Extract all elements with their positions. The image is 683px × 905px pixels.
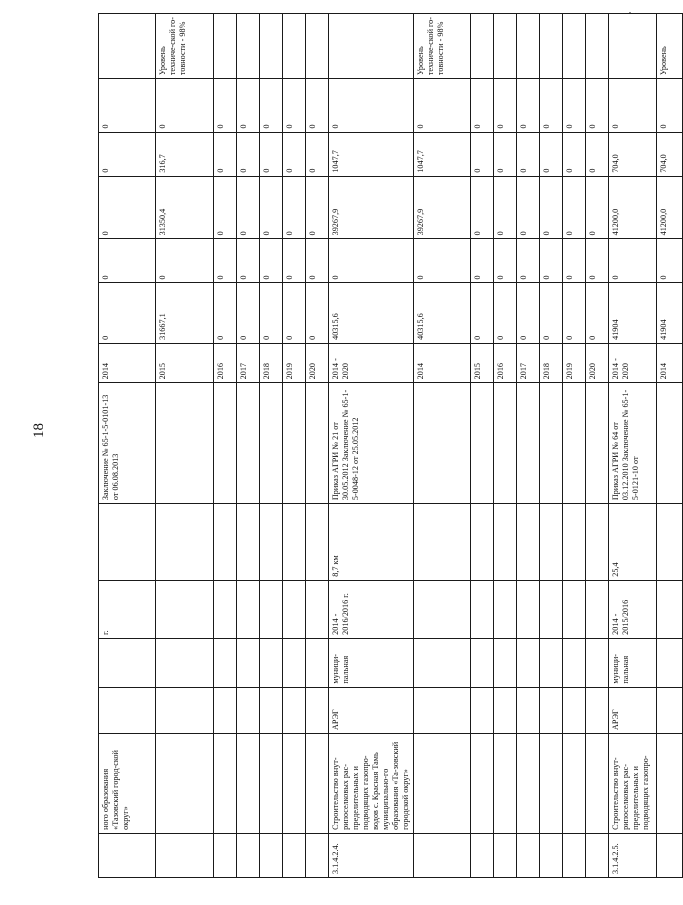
table-cell [657,383,683,504]
table-cell: 0 [306,79,329,132]
table-cell [214,833,237,877]
table-cell [517,687,540,733]
table-cell: 0 [306,239,329,283]
table-cell: 0 [609,239,657,283]
table-cell: 0 [471,79,494,132]
table-cell [494,638,517,687]
table-cell: 0 [540,239,563,283]
table-row [586,14,609,878]
table-cell [494,383,517,504]
table-cell [306,833,329,877]
table-cell [563,833,586,877]
table-cell: 0 [471,283,494,343]
table-cell: 0 [563,79,586,132]
table-cell: 0 [260,239,283,283]
table-cell: 41200,0 [609,176,657,239]
table-cell [260,638,283,687]
program-table [98,13,683,878]
table-cell [156,580,214,638]
table-cell: 2014 - 2020 [329,343,414,382]
table-cell: 0 [471,239,494,283]
table-cell [517,504,540,581]
table-cell: 0 [283,132,306,176]
table-cell [471,504,494,581]
table-cell [99,638,156,687]
table-cell [471,734,494,834]
table-cell [586,833,609,877]
table-cell: 25,4 [609,504,657,581]
table-cell: 0 [306,176,329,239]
table-cell [237,833,260,877]
table-cell: 0 [156,239,214,283]
table-cell: 0 [540,132,563,176]
table-cell: 316,7 [156,132,214,176]
table-cell [471,687,494,733]
table-cell: 40315,6 [414,283,471,343]
table-cell [471,638,494,687]
table-cell: 0 [586,283,609,343]
table-cell: 2015 [471,343,494,382]
table-cell: 0 [517,239,540,283]
table-cell: 2014 - 2020 [609,343,657,382]
table-cell: муници-пальная [609,638,657,687]
table-cell: 0 [414,239,471,283]
table-cell [414,734,471,834]
table-cell [657,580,683,638]
table-cell: 0 [517,79,540,132]
table-cell [414,504,471,581]
table-cell: 0 [237,132,260,176]
table-cell: 3.1.4.2.5. [609,833,657,877]
table-cell: Заключение № 65-1-5-0101-13 от 06.08.2013 [99,383,156,504]
table-cell: муници-пальная [329,638,414,687]
table-cell [283,734,306,834]
table-row [214,14,237,878]
table-cell: 0 [517,283,540,343]
table-cell: 39267,9 [329,176,414,239]
table-cell: 0 [237,176,260,239]
table-cell [237,638,260,687]
table-cell [586,580,609,638]
table-cell: 0 [540,176,563,239]
table-cell: 0 [563,176,586,239]
table-cell [494,734,517,834]
table-cell [586,687,609,733]
table-cell: 0 [99,79,156,132]
table-cell [586,734,609,834]
table-cell [586,14,609,79]
table-cell: АРЭГ [609,687,657,733]
table-cell [657,504,683,581]
table-cell [471,580,494,638]
table-cell [237,687,260,733]
table-cell: 2017 [517,343,540,382]
table-cell [414,638,471,687]
table-cell [540,383,563,504]
table-cell [214,383,237,504]
table-cell [306,14,329,79]
table-cell: 0 [214,79,237,132]
table-cell [214,504,237,581]
table-cell: 0 [99,176,156,239]
table-cell: Уровень [657,14,683,79]
table-cell [586,504,609,581]
table-cell: 0 [214,132,237,176]
table-cell [414,833,471,877]
table-cell: 0 [237,239,260,283]
table-cell [99,14,156,79]
table-cell: 2015 [156,343,214,382]
table-cell [471,14,494,79]
table-cell [260,580,283,638]
table-cell [494,687,517,733]
table-cell: 0 [494,176,517,239]
table-cell [563,734,586,834]
table-cell [260,14,283,79]
table-cell [414,687,471,733]
table-cell [306,383,329,504]
table-cell: 2018 [260,343,283,382]
table-cell [214,14,237,79]
table-cell [414,580,471,638]
table-cell: 0 [471,176,494,239]
table-cell [237,504,260,581]
table-cell: 0 [494,283,517,343]
table-cell: 0 [306,283,329,343]
table-cell [540,14,563,79]
table-cell: Уровень техниче-ской го-товности - 98% [414,14,471,79]
table-cell [214,734,237,834]
table-row [283,14,306,878]
table-cell [540,580,563,638]
table-cell: 0 [586,79,609,132]
table-cell: Уровень техниче-ской го-товности - 98% [156,14,214,79]
table-cell [540,638,563,687]
table-cell: 0 [657,239,683,283]
table-cell [586,383,609,504]
table-row [563,14,586,878]
table-cell [414,383,471,504]
table-cell [237,580,260,638]
page-number: 18 [31,423,47,438]
table-cell [260,734,283,834]
table-cell: 3.1.4.2.4. [329,833,414,877]
table-cell [156,833,214,877]
table-cell [283,833,306,877]
table-cell [260,687,283,733]
table-cell: 0 [329,239,414,283]
table-cell [156,734,214,834]
table-cell: 0 [237,283,260,343]
table-cell: 41904 [657,283,683,343]
table-cell: 1047,7 [414,132,471,176]
table-cell: 2014 - 2016/2016 г. [329,580,414,638]
table-body [99,14,683,878]
table-cell [237,734,260,834]
table-cell: 2014 [414,343,471,382]
table-cell [609,14,657,79]
table-cell: 31350,4 [156,176,214,239]
table-cell: 0 [471,132,494,176]
table-cell [214,580,237,638]
table-cell: 31667,1 [156,283,214,343]
table-cell [306,734,329,834]
table-cell: 2016 [214,343,237,382]
table-cell: Приказ АГРИ № 21 от 30.05.2012 Заключение № 65-1-5-0048-12 от 25.05.2012 [329,383,414,504]
table-cell: 0 [283,283,306,343]
table-cell [237,383,260,504]
table-cell: 2014 - 2015/2016 [609,580,657,638]
table-cell [540,833,563,877]
table-cell [260,504,283,581]
table-cell: 0 [657,79,683,132]
table-cell: 0 [260,283,283,343]
table-cell: 0 [517,176,540,239]
table-cell [563,504,586,581]
table-cell: 2019 [563,343,586,382]
table-cell: 0 [586,176,609,239]
table-cell [517,833,540,877]
table-cell: 2014 [657,343,683,382]
table-cell [563,14,586,79]
table-cell: 2014 [99,343,156,382]
table-cell [329,14,414,79]
table-cell: Приказ АГРИ № 64 от 03.12.2010 Заключение № 65-1-5-0121-10 от [609,383,657,504]
table-cell: 0 [494,132,517,176]
table-cell: 2020 [586,343,609,382]
table-row [260,14,283,878]
table-cell: 0 [214,176,237,239]
table-cell: 0 [540,79,563,132]
table-row [540,14,563,878]
table-cell: 704,0 [657,132,683,176]
table-cell [471,383,494,504]
table-cell [156,383,214,504]
table-cell [494,14,517,79]
table-cell: Строительство внут-рипоселковых рас-пределительных и подводящих газопро-водов с. Красная Тамь муниципально-го образования «Та-зовский городской округ» [329,734,414,834]
table-cell [283,383,306,504]
table-cell [306,687,329,733]
table-cell [517,638,540,687]
table-cell [494,833,517,877]
table-row [414,14,471,878]
table-cell [99,833,156,877]
table-cell [156,504,214,581]
table-cell [517,734,540,834]
table-cell: 0 [283,176,306,239]
table-cell: ного образования «Тазовский город-ской округ» [99,734,156,834]
table-cell [540,687,563,733]
table-cell: 41904 [609,283,657,343]
table-cell: 0 [329,79,414,132]
table-cell: 0 [156,79,214,132]
table-cell [494,580,517,638]
table-cell [517,14,540,79]
table-cell: 2017 [237,343,260,382]
table-cell [260,833,283,877]
table-cell [283,504,306,581]
table-cell [517,383,540,504]
table-cell [657,833,683,877]
table-cell: 39267,9 [414,176,471,239]
table-row [306,14,329,878]
table-cell: 41200,0 [657,176,683,239]
table-cell [657,638,683,687]
table-cell [471,833,494,877]
table-row [237,14,260,878]
table-cell: 0 [494,239,517,283]
table-cell: 0 [414,79,471,132]
table-cell [586,638,609,687]
table-cell: 0 [586,239,609,283]
table-cell: 2019 [283,343,306,382]
table-cell: 2016 [494,343,517,382]
table-cell [214,638,237,687]
table-cell [156,638,214,687]
table-cell [283,580,306,638]
table-cell: 0 [260,132,283,176]
table-cell: 0 [214,283,237,343]
table-cell: 0 [99,283,156,343]
table-cell [283,638,306,687]
table-cell: 0 [283,79,306,132]
table-cell [494,504,517,581]
table-cell [563,687,586,733]
table-cell: 2020 [306,343,329,382]
table-cell: 0 [494,79,517,132]
table-cell [260,383,283,504]
table-cell: 704,0 [609,132,657,176]
table-row [517,14,540,878]
table-cell [306,504,329,581]
table-cell [156,687,214,733]
table-cell: 0 [214,239,237,283]
table-cell [517,580,540,638]
table-row [99,14,156,878]
table-cell: 0 [517,132,540,176]
table-row [471,14,494,878]
table-cell [540,504,563,581]
table-cell: 8,7 км [329,504,414,581]
table-cell [657,734,683,834]
table-cell: 2018 [540,343,563,382]
table-cell [540,734,563,834]
table-cell [657,687,683,733]
table-cell: 0 [237,79,260,132]
table-row [156,14,214,878]
table-cell: 0 [563,132,586,176]
table-cell: 40315,6 [329,283,414,343]
table-cell [306,638,329,687]
document-sheet [98,13,668,878]
table-cell: 0 [563,283,586,343]
table-cell [237,14,260,79]
table-cell: г. [99,580,156,638]
table-cell [214,687,237,733]
table-cell [563,580,586,638]
table-cell: 1047,7 [329,132,414,176]
table-cell [283,14,306,79]
table-cell: 0 [540,283,563,343]
table-row [329,14,414,878]
table-cell: 0 [260,176,283,239]
table-cell: 0 [99,132,156,176]
table-cell [99,687,156,733]
table-cell: Строительство внут-рипоселковых рас-пределительных и подводящих газопро- [609,734,657,834]
table-cell [283,687,306,733]
table-row [657,14,683,878]
table-row [609,14,657,878]
table-cell: АРЭГ [329,687,414,733]
table-row [494,14,517,878]
table-cell: 0 [306,132,329,176]
table-cell: 0 [563,239,586,283]
table-cell: 0 [283,239,306,283]
table-cell [306,580,329,638]
table-cell: 0 [609,79,657,132]
table-cell: 0 [260,79,283,132]
table-cell: 0 [99,239,156,283]
table-cell [99,504,156,581]
table-cell: 0 [586,132,609,176]
table-cell [563,383,586,504]
table-cell [563,638,586,687]
